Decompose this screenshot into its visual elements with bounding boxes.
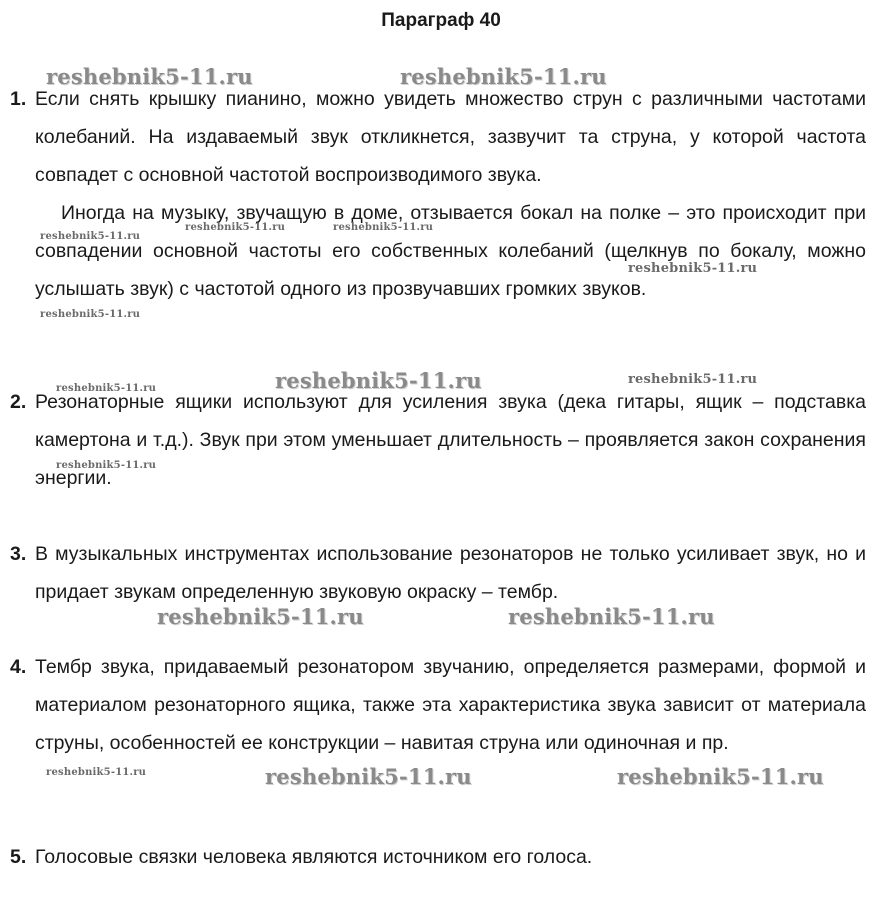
watermark: reshebnik5-11.ru [56,383,157,394]
item-text [35,838,866,876]
watermark: reshebnik5-11.ru [617,764,824,789]
answer-item-5 [10,838,866,876]
watermark: reshebnik5-11.ru [46,767,147,778]
paragraph: Тембр звука, придаваемый резонатором звучанию, определяется размерами, формой и материалом резонаторного ящика, также эта характеристика звука зависит от материала струны, особенностей ее конструкции – навитая струна или одиночная и пр. [35,656,866,754]
watermark: reshebnik5-11.ru [333,222,434,233]
item-text [35,648,866,762]
watermark: reshebnik5-11.ru [275,368,482,393]
answer-item-2 [10,383,866,497]
item-number: 5. [10,846,27,868]
watermark: reshebnik5-11.ru [265,764,472,789]
item-number: 1. [10,88,27,110]
answer-item-3 [10,535,866,611]
paragraph: Резонаторные ящики используют для усиления звука (дека гитары, ящик – подставка камертона и т.д.). Звук при этом уменьшает длительность – проявляется закон сохранения энергии. [35,391,866,489]
watermark: reshebnik5-11.ru [40,231,141,242]
watermark: reshebnik5-11.ru [157,604,364,629]
paragraph: В музыкальных инструментах использование резонаторов не только усиливает звук, но и придает звукам определенную звуковую окраску – тембр. [35,543,866,603]
watermark: reshebnik5-11.ru [56,460,157,471]
item-number: 2. [10,391,27,413]
page-title: Параграф 40 [381,10,501,31]
watermark: reshebnik5-11.ru [628,261,758,276]
answer-item-4 [10,648,866,762]
watermark: reshebnik5-11.ru [46,64,253,89]
item-text [35,535,866,611]
watermark: reshebnik5-11.ru [185,222,286,233]
paragraph: Иногда на музыку, звучащую в доме, отзывается бокал на полке – это происходит при совпадении основной частоты его собственных колебаний (щелкнув по бокалу, можно услышать звук) с частотой одного из прозвучавших громких звуков. [35,202,866,300]
watermark: reshebnik5-11.ru [508,604,715,629]
watermark: reshebnik5-11.ru [40,309,141,320]
item-number: 3. [10,543,27,565]
paragraph: Если снять крышку пианино, можно увидеть множество струн с различными частотами колебаний. На издаваемый звук откликнется, зазвучит та струна, у которой частота совпадет с основной частотой воспроизводимого звука. [35,88,866,186]
watermark: reshebnik5-11.ru [400,64,607,89]
paragraph: Голосовые связки человека являются источником его голоса. [35,846,593,868]
watermark: reshebnik5-11.ru [628,372,758,387]
item-text [35,383,866,497]
item-number: 4. [10,656,27,678]
